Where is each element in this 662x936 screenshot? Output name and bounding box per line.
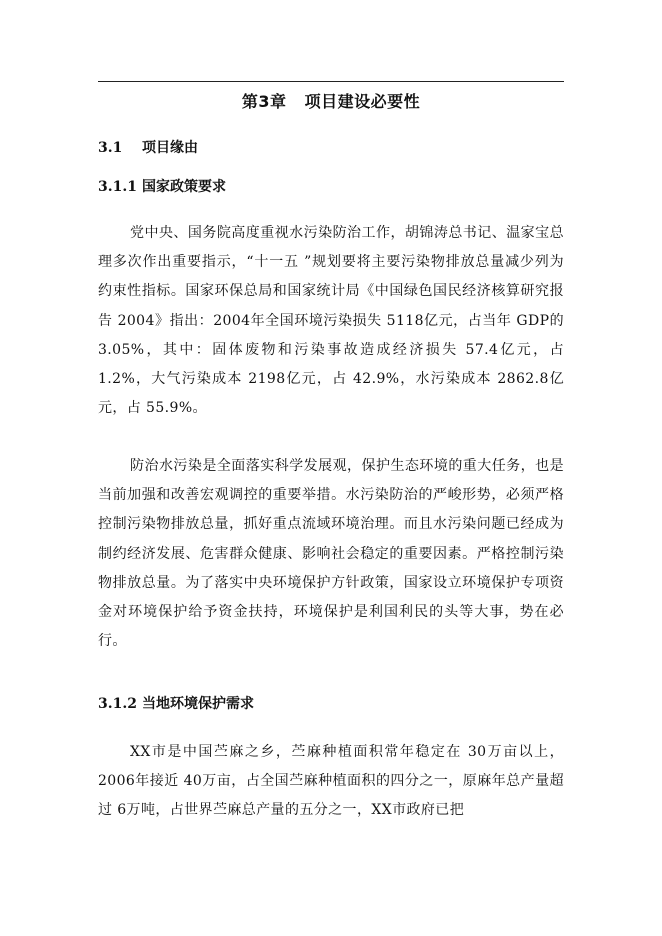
section-number: 3.1	[98, 140, 123, 156]
section-heading-3-1	[98, 137, 198, 159]
chapter-title	[98, 90, 564, 114]
chapter-name: 项目建设必要性	[304, 92, 421, 111]
subsection-heading-3-1-1	[98, 176, 226, 198]
subsection-title: 国家政策要求	[142, 179, 226, 195]
subsection-title: 当地环境保护需求	[142, 696, 254, 712]
paragraph: 防治水污染是全面落实科学发展观，保护生态环境的重大任务，也是当前加强和改善宏观调控的重要举措。水污染防治的严峻形势，必须严格控制污染物排放总量，抓好重点流域环境治理。而且水污染问题已经成为制约经济发展、危害群众健康、影响社会稳定的重要因素。严格控制污染物排放总量。为了落实中央环境保护方针政策，国家设立环境保护专项资金对环境保护给予资金扶持，环境保护是利国利民的头等大事，势在必行。	[98, 458, 564, 650]
subsection-number: 3.1.2	[98, 696, 137, 712]
paragraph: XX市是中国苎麻之乡，苎麻种植面积常年稳定在 30万亩以上，2006年接近 40万亩，占全国苎麻种植面积的四分之一，原麻年总产量超过 6万吨，占世界苎麻总产量的五分之一，XX市政府已把	[98, 744, 564, 819]
header-rule	[98, 81, 564, 82]
section-title: 项目缘由	[142, 140, 198, 156]
paragraph: 党中央、国务院高度重视水污染防治工作，胡锦涛总书记、温家宝总理多次作出重要指示，“十一五 ”规划要将主要污染物排放总量减少列为约束性指标。国家环保总局和国家统计局《中国绿色国民经济核算研究报告 2004》指出：2004年全国环境污染损失 5118亿元，占当年 GDP的 3.05%，其中：固体废物和污染事故造成经济损失 57.4亿元，占 1.2%，大气污染成本 2198亿元，占 42.9%，水污染成本 2862.8亿元，占 55.9%。	[98, 225, 564, 417]
subsection-number: 3.1.1	[98, 179, 137, 195]
subsection-heading-3-1-2	[98, 693, 254, 715]
chapter-number: 第3章	[241, 92, 287, 111]
